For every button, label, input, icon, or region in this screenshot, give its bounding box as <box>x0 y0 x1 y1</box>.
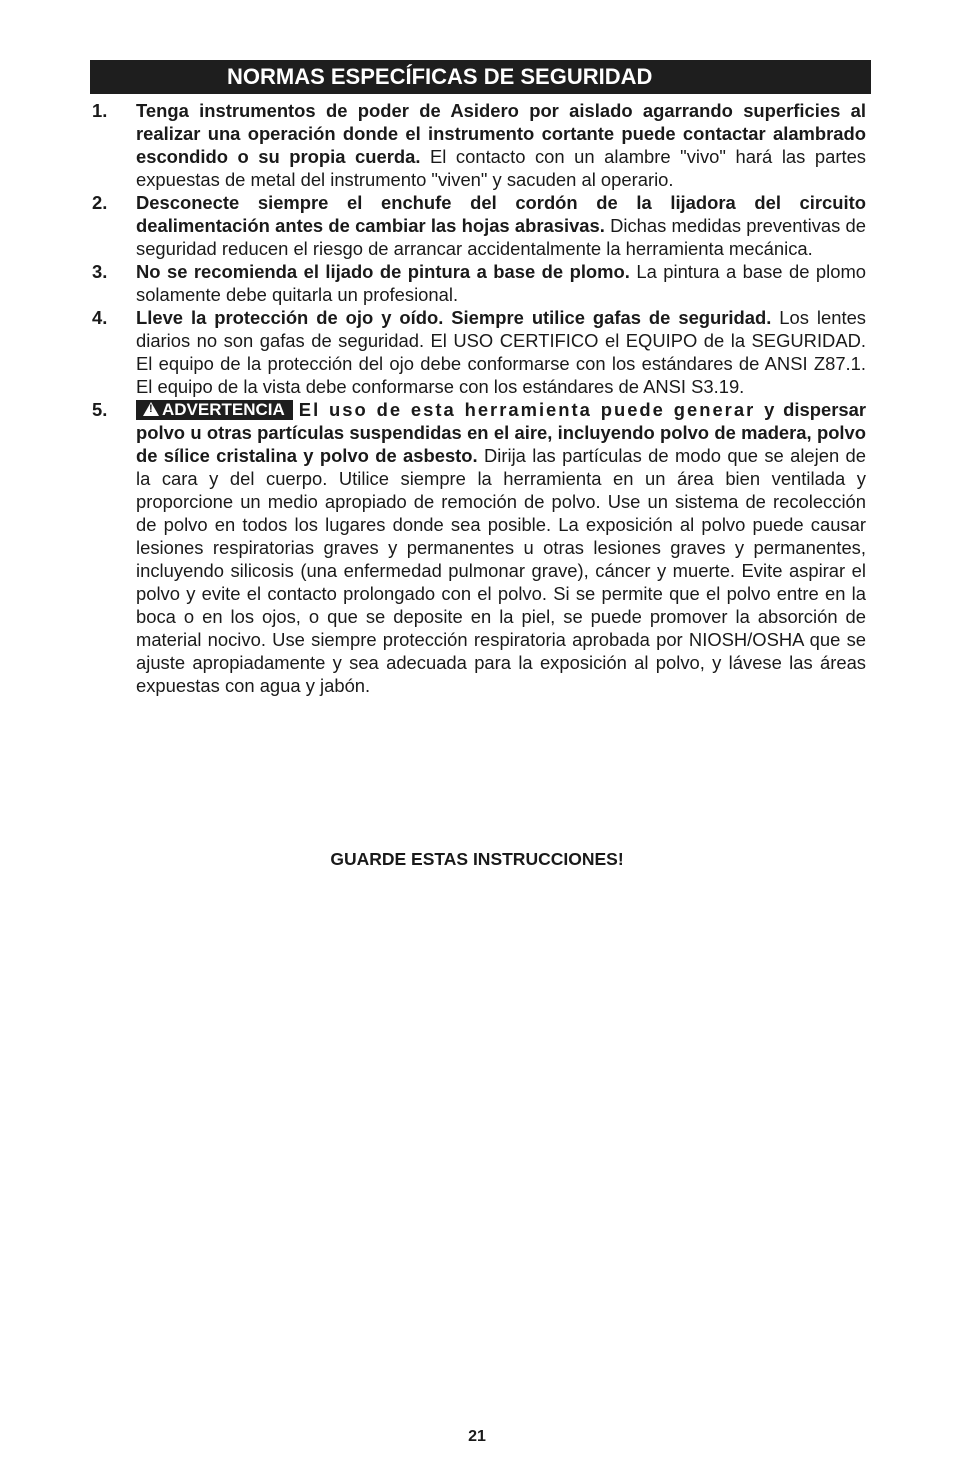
list-item <box>90 306 866 398</box>
item-body-text: Los lentes diarios no son gafas de seguridad. El USO CERTIFICO el EQUIPO de la SEGURIDAD. El equipo de la protección del ojo debe conformarse con los estándares de ANSI Z87.1. El equipo de la vista debe conformarse con los estándares de ANSI S3.19. <box>136 307 866 397</box>
safety-rules-list <box>90 99 866 697</box>
item-bold-lead: El uso de esta herramienta puede generar y <box>298 399 777 420</box>
item-bold-text: Tenga instrumentos de poder de Asidero por aislado agarrando superficies al realizar una operación donde el instrumento cortante puede contactar alambrado escondido o su propia cuerda. <box>136 100 866 167</box>
item-number: 3. <box>92 261 108 282</box>
save-instructions-note: GUARDE ESTAS INSTRUCCIONES! <box>330 849 624 869</box>
warning-triangle-icon <box>143 402 159 416</box>
item-number: 4. <box>92 307 108 328</box>
item-body-text: La pintura a base de plomo solamente debe quitarla un profesional. <box>136 261 866 305</box>
item-body-text: El contacto con un alambre "vivo" hará las partes expuestas de metal del instrumento "viven" y sacuden al operario. <box>136 146 866 190</box>
warning-badge-label: ADVERTENCIA <box>162 400 285 419</box>
item-number: 5. <box>92 399 108 420</box>
item-body-text: Dichas medidas preventivas de seguridad reducen el riesgo de arrancar accidentalmente la herramienta mecánica. <box>136 215 866 259</box>
item-number: 2. <box>92 192 108 213</box>
item-body-text: Dirija las partículas de modo que se alejen de la cara y del cuerpo. Utilice siempre la herramienta en un área bien ventilada y proporcione un medio apropiado de remoción de polvo. Use un sistema de recolección de polvo en todos los lugares donde sea posible. La exposición al polvo puede causar lesiones respiratorias graves y permanentes u otras lesiones graves y permanentes, incluyendo silicosis (una enfermedad pulmonar grave), cáncer y muerte. Evite aspirar el polvo y evite el contacto prolongado con el polvo. Si se permite que el polvo entre en la boca o en los ojos, o que se deposite en la piel, se puede promover la absorción de material nocivo. Use siempre protección respiratoria aprobada por NIOSH/OSHA que se ajuste apropiadamente y sea adecuada para la exposición al polvo, y lávese las áreas expuestas con agua y jabón. <box>136 445 866 696</box>
item-number: 1. <box>92 100 108 121</box>
warning-badge <box>136 400 293 420</box>
item-bold-text: Lleve la protección de ojo y oído. Siempre utilice gafas de seguridad. <box>136 307 772 328</box>
section-title: NORMAS ESPECÍFICAS DE SEGURIDAD <box>90 60 871 94</box>
item-bold-text: dispersar polvo u otras partículas suspendidas en el aire, incluyendo polvo de madera, polvo de sílice cristalina y polvo de asbesto. <box>136 399 866 466</box>
list-item <box>90 99 866 191</box>
list-item <box>90 398 866 697</box>
list-item <box>90 191 866 260</box>
page-number: 21 <box>468 1428 486 1445</box>
item-bold-text: No se recomienda el lijado de pintura a base de plomo. <box>136 261 630 282</box>
list-item <box>90 260 866 306</box>
item-bold-text: Desconecte siempre el enchufe del cordón de la lijadora del circuito dealimentación antes de cambiar las hojas abrasivas. <box>136 192 866 236</box>
